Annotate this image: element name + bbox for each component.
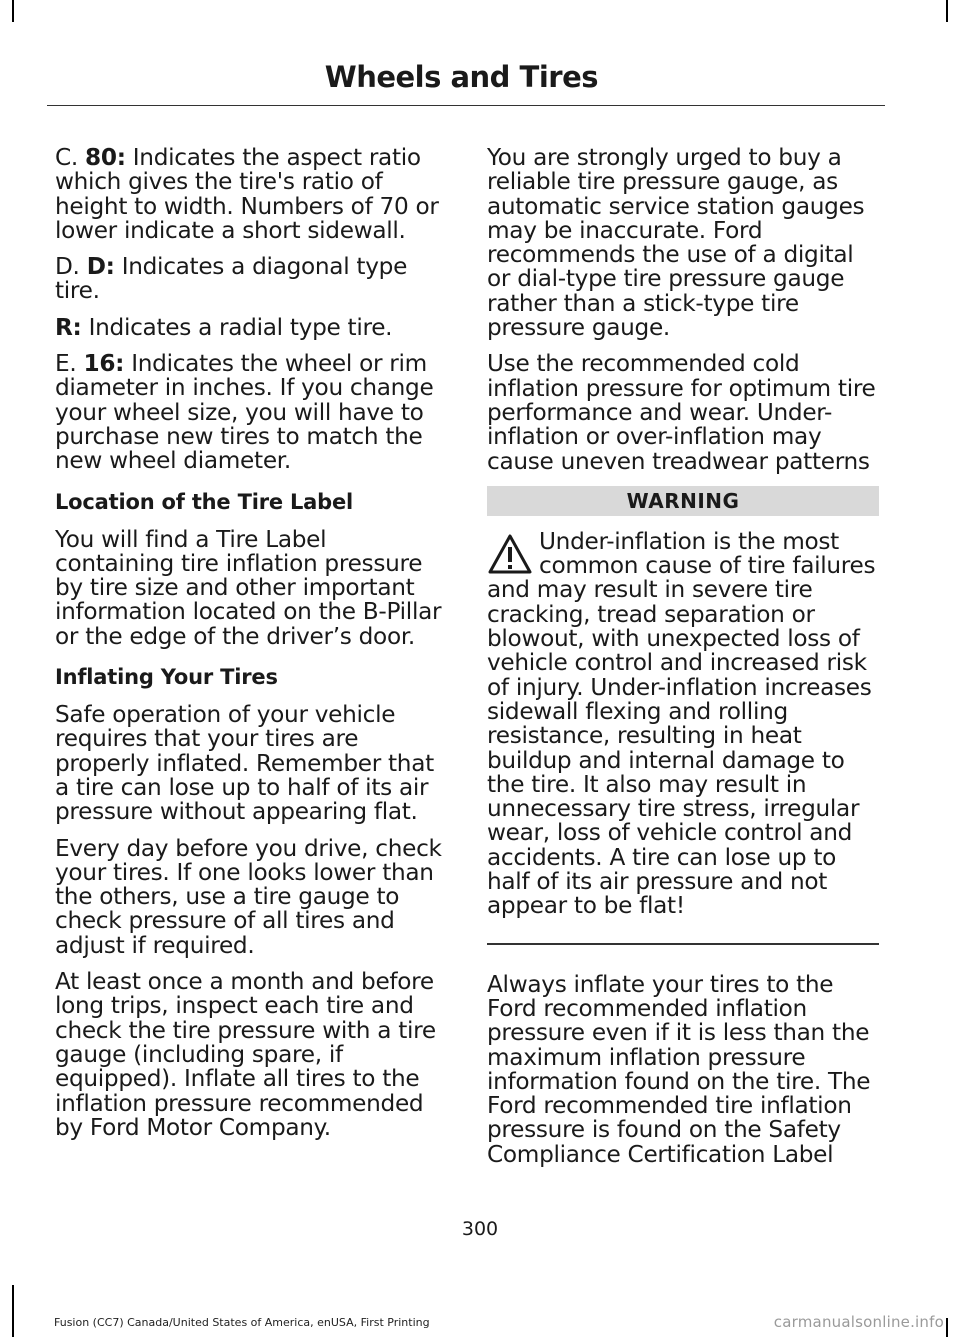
item-d-code: D: xyxy=(86,253,115,281)
warning-triangle-icon xyxy=(487,532,533,578)
crop-mark-bottom-left xyxy=(12,1285,14,1337)
heading-location: Location of the Tire Label xyxy=(55,489,354,514)
page-number: 300 xyxy=(461,1218,499,1240)
para-cold: Use the recommended cold inflation pressure for optimum tire performance and wear. Under-inflation or over-inflation may cause uneven treadwear patterns xyxy=(487,350,876,475)
item-d-prefix: D. xyxy=(55,253,87,281)
item-c-text: Indicates the aspect ratio which gives the tire's ratio of height to width. Numbers of 70 or lower indicate a short sidewall. xyxy=(55,144,439,244)
item-d xyxy=(55,255,447,304)
crop-mark-top-right xyxy=(946,0,948,22)
item-e xyxy=(55,352,447,473)
para-month: At least once a month and before long trips, inspect each tire and check the tire pressure with a tire gauge (including spare, if equipped). Inflate all tires to the inflation pressure recommended by Ford Motor Company. xyxy=(55,968,436,1141)
left-column xyxy=(55,146,447,1152)
heading-inflating: Inflating Your Tires xyxy=(55,665,278,690)
warning-bar: WARNING xyxy=(487,486,879,516)
warning-text: Under-inflation is the most common cause of tire failures and may result in severe tire cracking, tread separation or blowout, with unexpected loss of vehicle control and increased risk of injury. Under-inflation increases sidewall flexing and rolling resistance, resulting in heat buildup and internal damage to the tire. It also may result in unnecessary tire stress, irregular wear, loss of vehicle control and accidents. A tire can lose up to half of its air pressure and not appear to be flat! xyxy=(487,527,876,920)
page-title: Wheels and Tires xyxy=(324,60,598,94)
crop-mark-top-left xyxy=(12,0,14,22)
para-always: Always inflate your tires to the Ford recommended inflation pressure even if it is less than the maximum inflation pressure information found on the tire. The Ford recommended tire inflation pressure is found on the Safety Compliance Certification Label xyxy=(487,970,871,1168)
item-c xyxy=(55,146,447,243)
item-r-text: Indicates a radial type tire. xyxy=(81,313,393,341)
para-everyday: Every day before you drive, check your tires. If one looks lower than the others, use a tire gauge to check pressure of all tires and adjust if required. xyxy=(55,834,442,959)
warning-end-rule xyxy=(487,943,879,945)
item-e-prefix: E. xyxy=(55,350,84,378)
para-gauge: You are strongly urged to buy a reliable tire pressure gauge, as automatic service station gauges may be inaccurate. Ford recommends the use of a digital or dial-type tire pressure gauge rather than a stick-type tire pressure gauge. xyxy=(487,144,865,342)
item-d-text: Indicates a diagonal type tire. xyxy=(55,253,408,305)
item-e-code: 16: xyxy=(83,350,125,378)
item-c-prefix: C. xyxy=(55,144,86,171)
footer-text: Fusion (CC7) Canada/United States of America, enUSA, First Printing xyxy=(54,1316,430,1329)
item-r-code: R: xyxy=(55,313,82,341)
header-rule xyxy=(47,105,885,106)
para-safe: Safe operation of your vehicle requires that your tires are properly inflated. Remember that a tire can lose up to half of its air pressure without appearing flat. xyxy=(55,701,434,826)
crop-mark-bottom-right xyxy=(946,1318,948,1337)
item-r xyxy=(55,313,447,341)
item-c-code: 80: xyxy=(85,144,126,171)
para-location: You will find a Tire Label containing tire inflation pressure by tire size and other important information located on the B-Pillar or the edge of the driver’s door. xyxy=(55,525,442,650)
watermark: carmanualsonline.info xyxy=(773,1313,944,1331)
item-e-text: Indicates the wheel or rim diameter in inches. If you change your wheel size, you will have to purchase new tires to match the new wheel diameter. xyxy=(55,350,434,475)
right-column xyxy=(487,146,879,1179)
warning-box xyxy=(487,527,879,931)
